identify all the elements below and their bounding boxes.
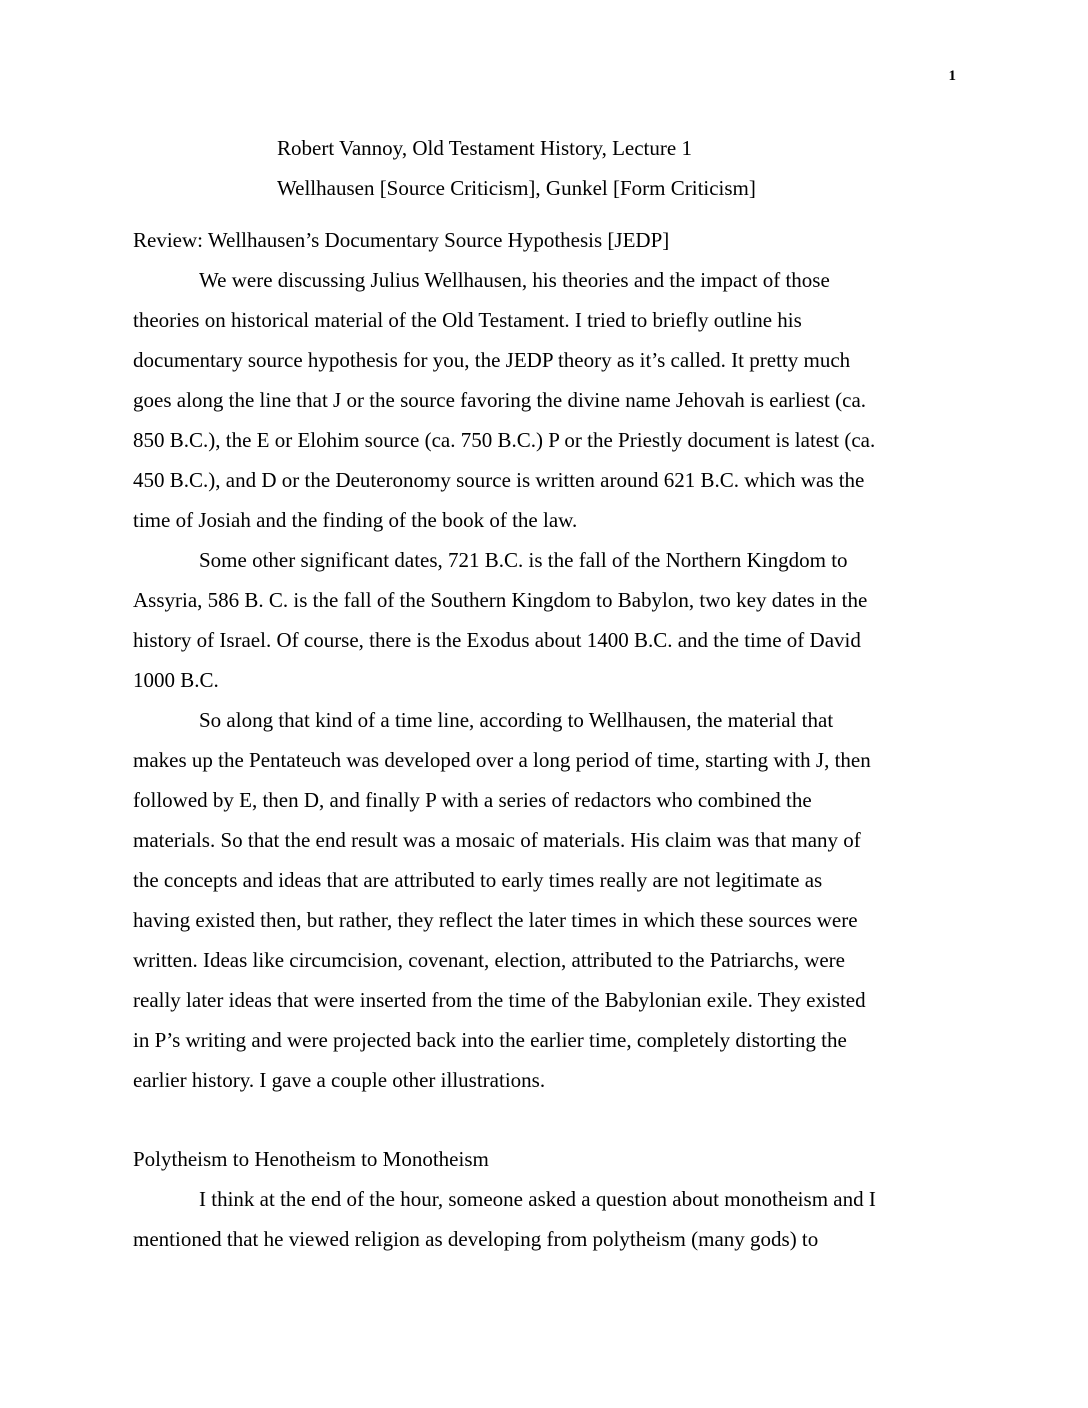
text-line: Assyria, 586 B. C. is the fall of the Southern Kingdom to Babylon, two key dates in the [133, 588, 868, 612]
text-line: mentioned that he viewed religion as developing from polytheism (many gods) to [133, 1227, 819, 1251]
text-line: makes up the Pentateuch was developed over a long period of time, starting with J, then [133, 748, 871, 772]
text-line: time of Josiah and the finding of the book of the law. [133, 508, 578, 532]
section-heading-monotheism: Polytheism to Henotheism to Monotheism [133, 1147, 489, 1171]
page-number: 1 [948, 68, 956, 84]
section-heading-review: Review: Wellhausen’s Documentary Source Hypothesis [JEDP] [133, 228, 670, 252]
text-line: documentary source hypothesis for you, the JEDP theory as it’s called. It pretty much [133, 348, 851, 372]
paragraph [133, 260, 963, 540]
text-line: in P’s writing and were projected back into the earlier time, completely distorting the [133, 1028, 847, 1052]
text-line: having existed then, but rather, they reflect the later times in which these sources were [133, 908, 858, 932]
text-line: 1000 B.C. [133, 668, 219, 692]
text-line: theories on historical material of the Old Testament. I tried to briefly outline his [133, 308, 802, 332]
lecture-title [277, 128, 917, 208]
text-line: written. Ideas like circumcision, covenant, election, attributed to the Patriarchs, were [133, 948, 845, 972]
document-body [133, 220, 963, 1259]
text-line: goes along the line that J or the source favoring the divine name Jehovah is earliest (ca. [133, 388, 867, 412]
text-line: earlier history. I gave a couple other illustrations. [133, 1068, 546, 1092]
title-line-1: Robert Vannoy, Old Testament History, Lecture 1 [277, 136, 692, 160]
title-line-2: Wellhausen [Source Criticism], Gunkel [Form Criticism] [277, 176, 756, 200]
text-line: Some other significant dates, 721 B.C. is the fall of the Northern Kingdom to [199, 548, 848, 572]
text-line: materials. So that the end result was a mosaic of materials. His claim was that many of [133, 828, 861, 852]
text-line: 450 B.C.), and D or the Deuteronomy source is written around 621 B.C. which was the [133, 468, 865, 492]
paragraph [133, 700, 963, 1100]
paragraph [133, 1179, 963, 1259]
section-gap [133, 1100, 963, 1139]
paragraph [133, 540, 963, 700]
text-line: really later ideas that were inserted from the time of the Babylonian exile. They existed [133, 988, 866, 1012]
text-line: history of Israel. Of course, there is the Exodus about 1400 B.C. and the time of David [133, 628, 861, 652]
text-line: 850 B.C.), the E or Elohim source (ca. 750 B.C.) P or the Priestly document is latest (ca. [133, 428, 876, 452]
text-line: I think at the end of the hour, someone asked a question about monotheism and I [199, 1187, 876, 1211]
text-line: We were discussing Julius Wellhausen, his theories and the impact of those [199, 268, 830, 292]
text-line: So along that kind of a time line, according to Wellhausen, the material that [199, 708, 834, 732]
text-line: followed by E, then D, and finally P with a series of redactors who combined the [133, 788, 812, 812]
text-line: the concepts and ideas that are attributed to early times really are not legitimate as [133, 868, 823, 892]
